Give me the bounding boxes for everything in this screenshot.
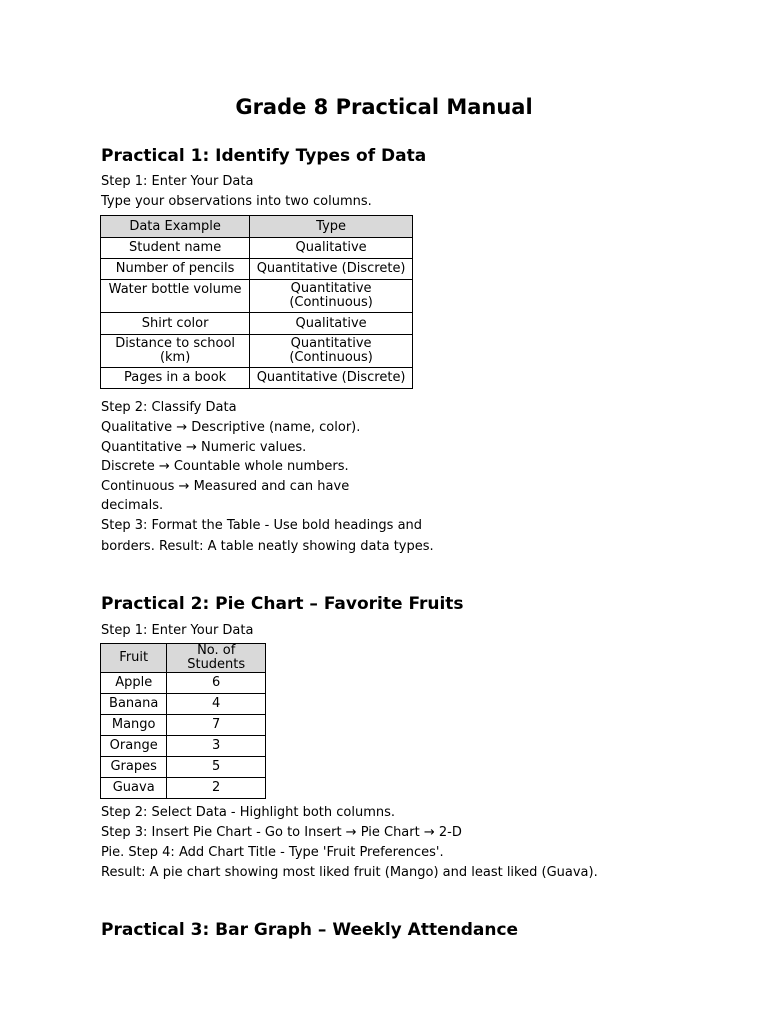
table-row: [101, 335, 413, 368]
practical1-body-line: Discrete → Countable whole numbers.: [101, 459, 349, 474]
table-header-cell: Type: [250, 216, 413, 238]
practical1-body-line: borders. Result: A table neatly showing data types.: [101, 539, 434, 554]
practical1-heading: Practical 1: Identify Types of Data: [101, 146, 427, 166]
table-row: [101, 778, 266, 799]
practical1-instruction-text: Type your observations into two columns.: [101, 194, 372, 209]
table-row: [101, 238, 413, 259]
table-cell: 6: [167, 673, 266, 694]
table-row: [101, 259, 413, 280]
table-cell: Quantitative (Discrete): [250, 259, 413, 280]
table-cell: Pages in a book: [101, 368, 250, 389]
table-cell: Student name: [101, 238, 250, 259]
table-cell: Quantitative (Continuous): [250, 335, 413, 368]
practical1-body-line: Continuous → Measured and can have: [101, 479, 350, 494]
table-cell: Orange: [101, 736, 167, 757]
table-cell: Quantitative (Discrete): [250, 368, 413, 389]
table-cell: 7: [167, 715, 266, 736]
table-header-cell: No. of Students: [167, 644, 266, 673]
table-header-cell: Fruit: [101, 644, 167, 673]
data-types-table: [100, 215, 413, 389]
table-row: [101, 736, 266, 757]
practical2-body-line: Step 3: Insert Pie Chart - Go to Insert → Pie Chart → 2-D: [101, 825, 462, 840]
practical2-heading: Practical 2: Pie Chart – Favorite Fruits: [101, 594, 464, 614]
practical2-step1-text: Step 1: Enter Your Data: [101, 623, 254, 638]
practical2-body-line: Result: A pie chart showing most liked fruit (Mango) and least liked (Guava).: [101, 865, 598, 880]
practical1-body-line: Step 3: Format the Table - Use bold headings and: [101, 518, 423, 533]
table-row: [101, 313, 413, 335]
document-title: Grade 8 Practical Manual: [235, 95, 533, 119]
table-cell: Apple: [101, 673, 167, 694]
practical1-body-line: decimals.: [101, 498, 164, 513]
table-header-cell: Data Example: [101, 216, 250, 238]
practical2-body-line: Step 2: Select Data - Highlight both columns.: [101, 805, 396, 820]
table-cell: 2: [167, 778, 266, 799]
table-cell: Shirt color: [101, 313, 250, 335]
table-row: [101, 368, 413, 389]
table-cell: Mango: [101, 715, 167, 736]
fruit-table: [100, 643, 266, 799]
table-cell: Qualitative: [250, 238, 413, 259]
table-cell: Guava: [101, 778, 167, 799]
practical1-body-line: Step 2: Classify Data: [101, 400, 237, 415]
table-header-row: [101, 216, 413, 238]
table-cell: Distance to school (km): [101, 335, 250, 368]
table-row: [101, 694, 266, 715]
table-cell: Grapes: [101, 757, 167, 778]
table-header-row: [101, 644, 266, 673]
table-cell: 5: [167, 757, 266, 778]
practical2-body-line: Pie. Step 4: Add Chart Title - Type 'Fruit Preferences'.: [101, 845, 444, 860]
table-cell: Water bottle volume: [101, 280, 250, 313]
table-cell: 3: [167, 736, 266, 757]
table-cell: Quantitative (Continuous): [250, 280, 413, 313]
table-row: [101, 757, 266, 778]
practical1-step1-text: Step 1: Enter Your Data: [101, 174, 254, 189]
table-cell: Banana: [101, 694, 167, 715]
table-cell: Qualitative: [250, 313, 413, 335]
table-row: [101, 715, 266, 736]
practical3-heading: Practical 3: Bar Graph – Weekly Attendance: [101, 920, 519, 940]
table-row: [101, 280, 413, 313]
table-cell: 4: [167, 694, 266, 715]
practical1-body-line: Qualitative → Descriptive (name, color).: [101, 420, 361, 435]
table-cell: Number of pencils: [101, 259, 250, 280]
table-row: [101, 673, 266, 694]
practical1-body-line: Quantitative → Numeric values.: [101, 440, 307, 455]
